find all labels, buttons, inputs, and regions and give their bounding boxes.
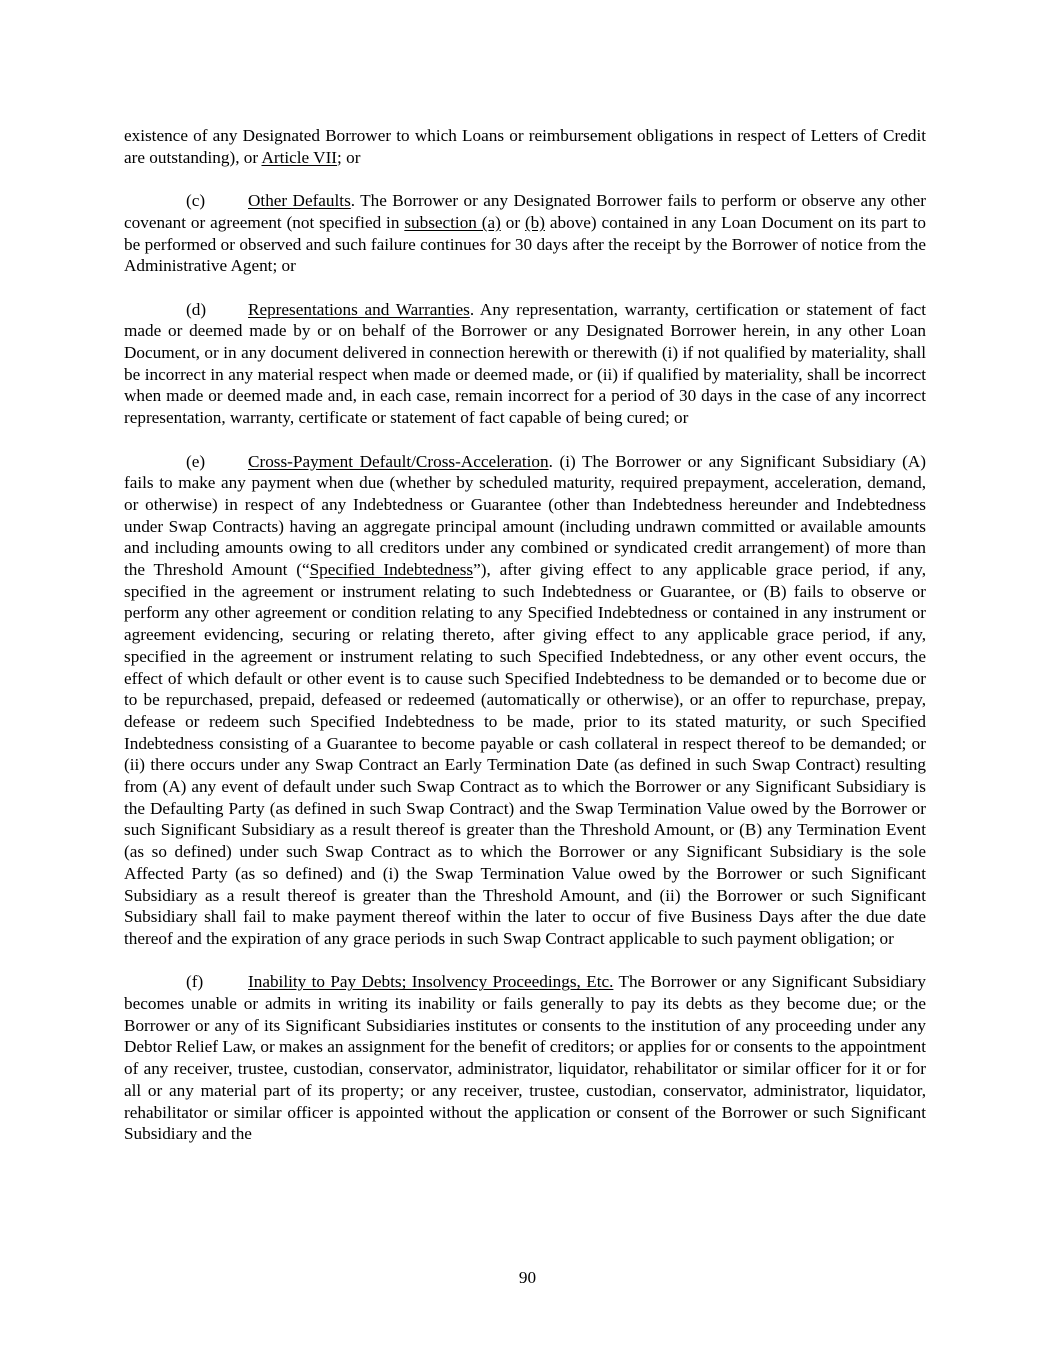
- section-text: . Any representation, warranty, certification or statement of fact made or deemed made by or on behalf of the Borrower or any Designated Borrower herein, in any other Loan Document, or in any document delivered in connection herewith or therewith (i) if not qualified by materiality, shall be incorrect in any material respect when made or deemed made, or (ii) if qualified by materiality, shall be incorrect when made or deemed made and, in each case, remain incorrect for a period of 30 days in the case of any incorrect representation, warranty, certificate or statement of fact capable of being cured; or: [124, 299, 926, 428]
- section-label: (f): [186, 972, 204, 992]
- section-paragraph: [124, 451, 926, 950]
- section-label: (e): [186, 451, 206, 471]
- section-paragraph: [124, 971, 926, 1145]
- section-label: (d): [186, 299, 207, 319]
- continuation-text-1: existence of any Designated Borrower to which Loans or reimbursement obligations in respect of Letters of Credit are outstanding), or: [124, 126, 926, 167]
- article-vii-reference: Article VII: [261, 147, 338, 167]
- continuation-text-2: ; or: [337, 147, 361, 167]
- section-heading: Inability to Pay Debts; Insolvency Proceedings, Etc.: [248, 972, 614, 992]
- cross-reference: Specified Indebtedness: [309, 560, 474, 580]
- sections-container: [124, 190, 926, 1145]
- section-label: (c): [186, 191, 206, 211]
- continuation-paragraph: [124, 125, 926, 168]
- section-paragraph: [124, 190, 926, 277]
- section-text: or: [500, 212, 525, 232]
- section-paragraph: [124, 299, 926, 429]
- document-page: [124, 125, 926, 1167]
- section-text: ”), after giving effect to any applicable grace period, if any, specified in the agreement or instrument relating to such Indebtedness or Guarantee, or (B) fails to observe or perform any other agreement or condition relating to any Specified Indebtedness or contained in any instrument or agreement evidencing, securing or relating thereto, after giving effect to any applicable grace period, if any, specified in the agreement or instrument relating to such Specified Indebtedness, or any other event occurs, the effect of which default or other event is to cause such Specified Indebtedness to be demanded or to become due or to be repurchased, prepaid, defeased or redeemed (automatically or otherwise), or an offer to repurchase, prepay, defease or redeem such Specified Indebtedness to be made, prior to its stated maturity, or such Specified Indebtedness consisting of a Guarantee to become payable or cash collateral in respect thereof to be demanded; or (ii) there occurs under any Swap Contract an Early Termination Date (as defined in such Swap Contract) resulting from (A) any event of default under such Swap Contract as to which the Borrower or any Significant Subsidiary is the Defaulting Party (as defined in such Swap Contract) and the Swap Termination Value owed by the Borrower or such Significant Subsidiary as a result thereof is greater than the Threshold Amount, or (B) any Termination Event (as so defined) under such Swap Contract as to which the Borrower or any Significant Subsidiary is the sole Affected Party (as so defined) and (i) the Swap Termination Value owed by the Borrower or such Significant Subsidiary as a result thereof is greater than the Threshold Amount, and (ii) the Borrower or such Significant Subsidiary shall fail to make payment thereof within the later to occur of five Business Days after the due date thereof and the expiration of any grace periods in such Swap Contract applicable to such payment obligation; or: [124, 560, 927, 948]
- section-heading: Other Defaults: [248, 191, 351, 211]
- page-number: 90: [518, 1268, 537, 1287]
- section-text: . The Borrower or any Designated Borrower fails to perform or observe any other covenant or agreement (not specified in: [124, 191, 926, 232]
- section-heading: Cross-Payment Default/Cross-Acceleration: [248, 451, 549, 471]
- section-text: The Borrower or any Significant Subsidiary becomes unable or admits in writing its inability or fails generally to pay its debts as they become due; or the Borrower or any of its Significant Subsidiaries institutes or consents to the institution of any proceeding under any Debtor Relief Law, or makes an assignment for the benefit of creditors; or applies for or consents to the appointment of any receiver, trustee, custodian, conservator, administrator, liquidator, rehabilitator or similar officer for it or for all or any material part of its property; or any receiver, trustee, custodian, conservator, administrator, liquidator, rehabilitator or similar officer is appointed without the application or consent of the Borrower or such Significant Subsidiary and the: [124, 972, 926, 1144]
- section-heading: Representations and Warranties: [248, 299, 470, 319]
- section-text: . (i) The Borrower or any Significant Subsidiary (A) fails to make any payment when due (whether by scheduled maturity, required prepayment, acceleration, demand, or otherwise) in respect of any Indebtedness or Guarantee (other than Indebtedness hereunder and Indebtedness under Swap Contracts) having an aggregate principal amount (including undrawn committed or available amounts and including amounts owing to all creditors under any combined or syndicated credit arrangement) of more than the Threshold Amount (“: [124, 451, 926, 580]
- cross-reference: (b): [524, 212, 545, 232]
- cross-reference: subsection (a): [404, 212, 501, 232]
- section-text: above) contained in any Loan Document on its part to be performed or observed and such failure continues for 30 days after the receipt by the Borrower of notice from the Administrative Agent; or: [124, 212, 927, 276]
